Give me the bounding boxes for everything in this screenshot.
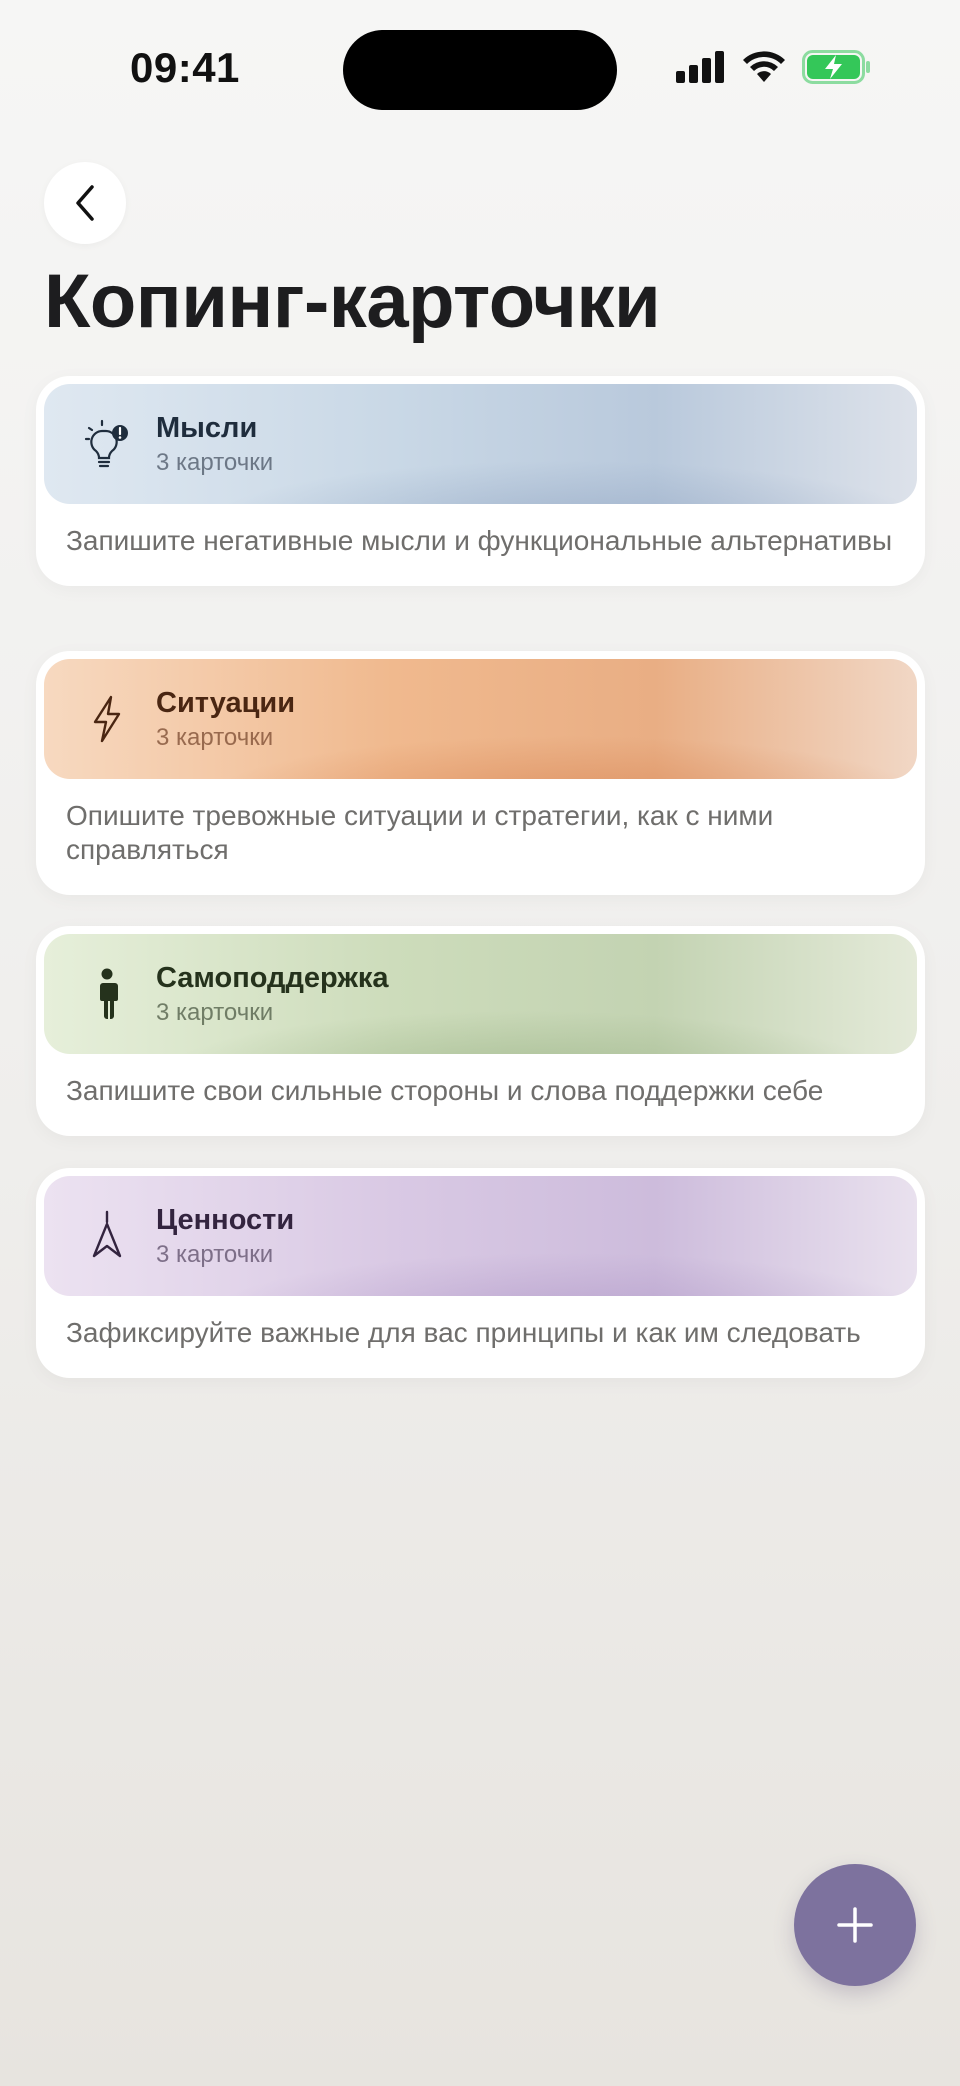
card-count: 3 карточки — [156, 449, 274, 476]
lightning-icon — [74, 686, 140, 752]
card-self-support[interactable] — [36, 926, 925, 1136]
card-header — [44, 934, 917, 1054]
page-title: Копинг-карточки — [44, 259, 661, 344]
card-thoughts[interactable] — [36, 376, 925, 586]
card-count: 3 карточки — [156, 1241, 274, 1268]
card-header — [44, 659, 917, 779]
compass-arrow-icon — [74, 1203, 140, 1269]
card-header — [44, 1176, 917, 1296]
add-card-button[interactable] — [794, 1864, 916, 1986]
card-description: Опишите тревожные ситуации и стратегии, как с ними справляться — [66, 800, 774, 865]
card-description: Запишите негативные мысли и функциональные альтернативы — [66, 525, 893, 556]
card-description: Зафиксируйте важные для вас принципы и как им следовать — [66, 1317, 861, 1348]
card-title: Ценности — [156, 1204, 295, 1236]
status-icons — [676, 50, 872, 84]
battery-charging-icon — [802, 50, 872, 84]
lightbulb-alert-icon — [74, 411, 140, 477]
card-count: 3 карточки — [156, 724, 274, 751]
card-header — [44, 384, 917, 504]
signal-icon — [676, 51, 726, 83]
wifi-icon — [742, 51, 786, 83]
back-button[interactable] — [44, 162, 126, 244]
card-values[interactable] — [36, 1168, 925, 1378]
status-bar — [0, 0, 960, 140]
card-description: Запишите свои сильные стороны и слова поддержки себе — [66, 1075, 824, 1106]
chevron-left-icon — [70, 183, 100, 223]
person-icon — [74, 961, 140, 1027]
status-time: 09:41 — [130, 44, 240, 91]
dynamic-island — [343, 30, 617, 110]
card-title: Мысли — [156, 412, 258, 444]
card-title: Самоподдержка — [156, 962, 389, 994]
card-title: Ситуации — [156, 687, 296, 719]
plus-icon — [835, 1905, 875, 1945]
card-situations[interactable] — [36, 651, 925, 895]
card-count: 3 карточки — [156, 999, 274, 1026]
